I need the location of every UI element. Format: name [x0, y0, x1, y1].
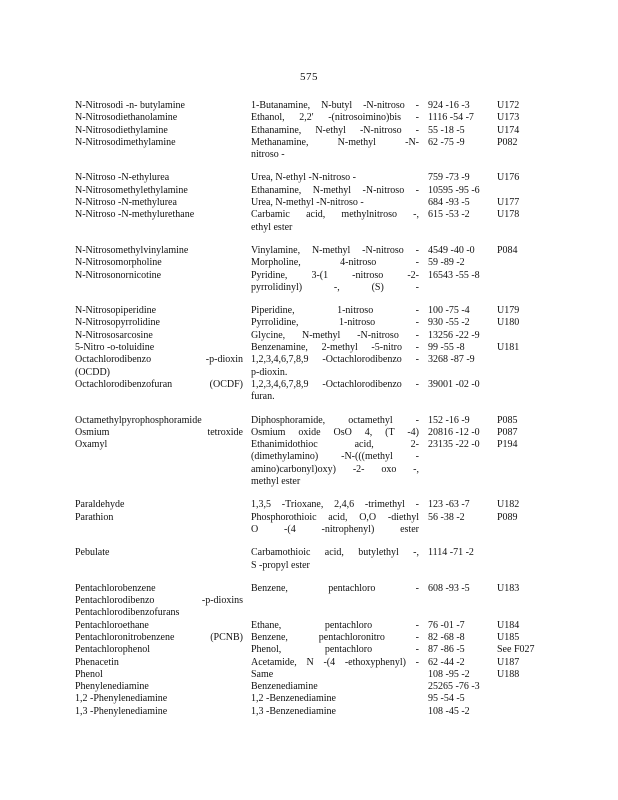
- chemical-name: Octachlorodibenzo -p-dioxin: [75, 354, 243, 366]
- waste-code: P089: [497, 511, 518, 523]
- synonym-line: 1,2,3,4,6,7,8,9 -Octachlorodibenzo -: [251, 354, 419, 366]
- chemical-name: Phenol: [75, 668, 103, 680]
- chemical-synonym: [251, 354, 419, 379]
- synonym-line: Ethane, pentachloro -: [251, 619, 419, 631]
- synonym-line: Acetamide, N -(4 -ethoxyphenyl) -: [251, 656, 419, 668]
- waste-code: U187: [497, 656, 520, 668]
- synonym-line: Benzenediamine: [251, 681, 318, 693]
- chemical-synonym: [251, 330, 419, 342]
- synonym-line: 1,3 -Benzenediamine: [251, 705, 336, 717]
- table-row: [75, 185, 545, 197]
- synonym-line: O -(4 -nitrophenyl) ester: [251, 523, 419, 535]
- waste-code: P085: [497, 414, 518, 426]
- cas-number: 3268 -87 -9: [428, 354, 475, 366]
- waste-code: P082: [497, 136, 518, 148]
- synonym-line: p-dioxin.: [251, 366, 288, 378]
- cas-number: 108 -45 -2: [428, 705, 470, 717]
- table-row: [75, 330, 545, 342]
- synonym-line: Pyrrolidine, 1-nitroso -: [251, 317, 419, 329]
- synonym-line: S -propyl ester: [251, 559, 310, 571]
- chemical-synonym: [251, 669, 419, 681]
- cas-number: 123 -63 -7: [428, 499, 470, 511]
- chemical-name-abbrev: (OCDD): [75, 366, 110, 378]
- chemical-name: Osmium tetroxide: [75, 426, 243, 438]
- chemical-name: N-Nitroso -N-methylurea: [75, 197, 177, 209]
- cas-number: 25265 -76 -3: [428, 681, 480, 693]
- synonym-line: Methanamine, N-methyl -N-: [251, 136, 419, 148]
- chemical-synonym: [251, 657, 419, 669]
- synonym-line: ethyl ester: [251, 221, 293, 233]
- cas-number: 13256 -22 -9: [428, 329, 480, 341]
- chemical-name: Paraldehyde: [75, 499, 125, 511]
- chemical-name: Pentachlorodibenzofurans: [75, 607, 180, 619]
- table-row: [75, 595, 545, 607]
- chemical-name: N-Nitrosodiethanolamine: [75, 112, 178, 124]
- chemical-synonym: [251, 270, 419, 295]
- chemical-synonym: [251, 693, 419, 705]
- chemical-synonym: [251, 317, 419, 329]
- cas-number: 924 -16 -3: [428, 100, 470, 111]
- table-row: [75, 657, 545, 669]
- table-row: [75, 197, 545, 209]
- synonym-line: 1,2,3,4,6,7,8,9 -Octachlorodibenzo -: [251, 378, 419, 390]
- chemical-synonym: [251, 185, 419, 197]
- cas-number: 10595 -95 -6: [428, 184, 480, 196]
- synonym-line: Benzene, pentachloronitro -: [251, 631, 419, 643]
- synonym-line: Morpholine, 4-nitroso -: [251, 257, 419, 269]
- cas-number: 608 -93 -5: [428, 582, 470, 594]
- waste-code: U173: [497, 112, 520, 124]
- synonym-line: Urea, N-methyl -N-nitroso -: [251, 197, 364, 209]
- table-row: [75, 100, 545, 112]
- synonym-line: Carbamothioic acid, butylethyl -,: [251, 547, 419, 559]
- chemical-name: Pebulate: [75, 547, 110, 559]
- table-row: [75, 245, 545, 257]
- waste-code: U178: [497, 209, 520, 221]
- chemical-name: 1,2 -Phenylenediamine: [75, 693, 168, 705]
- synonym-line: 1-Butanamine, N-butyl -N-nitroso -: [251, 100, 419, 111]
- table-row: [75, 342, 545, 354]
- cas-number: 16543 -55 -8: [428, 269, 480, 281]
- chemical-name: N-Nitrososarcosine: [75, 329, 153, 341]
- table-row: [75, 644, 545, 656]
- chemical-name: Pentachlorophenol: [75, 644, 150, 656]
- table-row: [75, 317, 545, 329]
- chemical-synonym: [251, 172, 419, 184]
- synonym-line: 1,3,5 -Trioxane, 2,4,6 -trimethyl -: [251, 499, 419, 511]
- synonym-line: Ethanamine, N-methyl -N-nitroso -: [251, 184, 419, 196]
- chemical-name: Pentachloroethane: [75, 619, 149, 631]
- synonym-line: Phosphorothioic acid, O,O -diethyl: [251, 511, 419, 523]
- chemical-name: Octachlorodibenzofuran (OCDF): [75, 378, 243, 390]
- chemical-name: Phenacetin: [75, 656, 119, 668]
- synonym-line: Benzenamine, 2-methyl -5-nitro -: [251, 342, 419, 354]
- chemical-name: N-Nitroso -N-methylurethane: [75, 209, 195, 221]
- table-row: [75, 547, 545, 572]
- chemical-table: [75, 100, 545, 718]
- chemical-name: N-Nitrosopiperidine: [75, 305, 157, 317]
- chemical-synonym: [251, 342, 419, 354]
- chemical-synonym: [251, 137, 419, 162]
- synonym-line: Osmium oxide OsO 4, (T -4): [251, 426, 419, 438]
- table-row: [75, 427, 545, 439]
- synonym-line: pyrrolidinyl) -, (S) -: [251, 281, 419, 293]
- chemical-synonym: [251, 681, 419, 693]
- synonym-line: Vinylamine, N-methyl -N-nitroso -: [251, 244, 419, 256]
- synonym-line: nitroso -: [251, 149, 285, 161]
- chemical-synonym: [251, 257, 419, 269]
- chemical-synonym: [251, 706, 419, 718]
- chemical-name: N-Nitrosodi -n- butylamine: [75, 100, 185, 111]
- chemical-synonym: [251, 512, 419, 537]
- chemical-synonym: [251, 125, 419, 137]
- chemical-synonym: [251, 427, 419, 439]
- chemical-name: Octamethylpyrophosphoramide: [75, 414, 202, 426]
- waste-code: U188: [497, 668, 520, 680]
- chemical-synonym: [251, 209, 419, 234]
- chemical-name: 1,3 -Phenylenediamine: [75, 705, 168, 717]
- chemical-synonym: [251, 197, 419, 209]
- cas-number: 62 -75 -9: [428, 136, 465, 148]
- cas-number: 39001 -02 -0: [428, 378, 480, 390]
- table-row: [75, 112, 545, 124]
- cas-number: 99 -55 -8: [428, 342, 465, 354]
- chemical-name: N-Nitroso -N-ethylurea: [75, 172, 170, 184]
- table-row: [75, 209, 545, 234]
- waste-code: U180: [497, 317, 520, 329]
- chemical-synonym: [251, 305, 419, 317]
- synonym-line: Phenol, pentachloro -: [251, 644, 419, 656]
- cas-number: 152 -16 -9: [428, 414, 470, 426]
- synonym-line: Ethanamine, N-ethyl -N-nitroso -: [251, 124, 419, 136]
- chemical-name: 5-Nitro -o-toluidine: [75, 342, 155, 354]
- chemical-synonym: [251, 547, 419, 572]
- cas-number: 1116 -54 -7: [428, 112, 474, 124]
- waste-code: U182: [497, 499, 520, 511]
- table-row: [75, 137, 545, 162]
- cas-number: 76 -01 -7: [428, 619, 465, 631]
- table-row: [75, 415, 545, 427]
- waste-code: U174: [497, 124, 520, 136]
- table-row: [75, 499, 545, 511]
- synonym-line: Carbamic acid, methylnitroso -,: [251, 209, 419, 221]
- synonym-line: methyl ester: [251, 476, 301, 488]
- chemical-synonym: [251, 100, 419, 112]
- chemical-name: N-Nitrosomethylethylamine: [75, 184, 188, 196]
- waste-code: U185: [497, 631, 520, 643]
- chemical-name: N-Nitrosopyrrolidine: [75, 317, 160, 329]
- chemical-name: N-Nitrosomorpholine: [75, 257, 162, 269]
- chemical-synonym: [251, 415, 419, 427]
- cas-number: 930 -55 -2: [428, 317, 470, 329]
- synonym-line: Piperidine, 1-nitroso -: [251, 305, 419, 317]
- cas-number: 23135 -22 -0: [428, 439, 480, 451]
- synonym-line: (dimethylamino) -N-(((methyl -: [251, 451, 419, 463]
- table-row: [75, 583, 545, 595]
- chemical-synonym: [251, 245, 419, 257]
- chemical-synonym: [251, 620, 419, 632]
- cas-number: 82 -68 -8: [428, 631, 465, 643]
- waste-code: U177: [497, 197, 520, 209]
- synonym-line: Glycine, N-methyl -N-nitroso -: [251, 329, 419, 341]
- synonym-line: Same: [251, 668, 274, 680]
- page-number: 575: [300, 71, 318, 83]
- table-row: [75, 172, 545, 184]
- chemical-synonym: [251, 583, 419, 595]
- cas-number: 684 -93 -5: [428, 197, 470, 209]
- cas-number: 615 -53 -2: [428, 209, 470, 221]
- cas-number: 100 -75 -4: [428, 305, 470, 317]
- chemical-name: Pentachloronitrobenzene (PCNB): [75, 631, 243, 643]
- chemical-synonym: [251, 112, 419, 124]
- table-row: [75, 607, 545, 619]
- table-row: [75, 270, 545, 295]
- synonym-line: furan.: [251, 391, 275, 403]
- cas-number: 56 -38 -2: [428, 511, 465, 523]
- chemical-name: Phenylenediamine: [75, 681, 149, 693]
- synonym-line: Ethanol, 2,2' -(nitrosoimino)bis -: [251, 112, 419, 124]
- cas-number: 108 -95 -2: [428, 668, 470, 680]
- waste-code: P194: [497, 439, 518, 451]
- waste-code: U176: [497, 172, 520, 184]
- synonym-line: 1,2 -Benzenediamine: [251, 693, 336, 705]
- table-row: [75, 632, 545, 644]
- waste-code: P084: [497, 244, 518, 256]
- chemical-synonym: [251, 499, 419, 511]
- cas-number: 55 -18 -5: [428, 124, 465, 136]
- chemical-name: Pentachlorobenzene: [75, 582, 156, 594]
- cas-number: 59 -89 -2: [428, 257, 465, 269]
- table-row: [75, 620, 545, 632]
- chemical-synonym: [251, 644, 419, 656]
- synonym-line: Benzene, pentachloro -: [251, 582, 419, 594]
- waste-code: U172: [497, 100, 520, 111]
- synonym-line: amino)carbonyl)oxy) -2- oxo -,: [251, 463, 419, 475]
- waste-code: U184: [497, 619, 520, 631]
- chemical-synonym: [251, 379, 419, 404]
- synonym-line: Pyridine, 3-(1 -nitroso -2-: [251, 269, 419, 281]
- cas-number: 87 -86 -5: [428, 644, 465, 656]
- waste-code: U179: [497, 305, 520, 317]
- table-row: [75, 693, 545, 705]
- table-row: [75, 681, 545, 693]
- cas-number: 20816 -12 -0: [428, 426, 480, 438]
- synonym-line: Ethanimidothioc acid, 2-: [251, 439, 419, 451]
- table-row: [75, 439, 545, 488]
- table-row: [75, 354, 545, 379]
- chemical-name: Pentachlorodibenzo -p-dioxins: [75, 595, 243, 607]
- chemical-synonym: [251, 439, 419, 488]
- cas-number: 95 -54 -5: [428, 693, 465, 705]
- chemical-name: Parathion: [75, 511, 114, 523]
- table-row: [75, 257, 545, 269]
- table-row: [75, 512, 545, 537]
- table-row: [75, 125, 545, 137]
- waste-code: U181: [497, 342, 520, 354]
- table-row: [75, 379, 545, 404]
- cas-number: 62 -44 -2: [428, 656, 465, 668]
- table-row: [75, 706, 545, 718]
- chemical-name: Oxamyl: [75, 439, 108, 451]
- cas-number: 759 -73 -9: [428, 172, 470, 184]
- waste-code: P087: [497, 426, 518, 438]
- synonym-line: Diphosphoramide, octamethyl -: [251, 414, 419, 426]
- synonym-line: Urea, N-ethyl -N-nitroso -: [251, 172, 356, 184]
- chemical-name: N-Nitrosodimethylamine: [75, 136, 176, 148]
- chemical-name: N-Nitrosonornicotine: [75, 269, 162, 281]
- chemical-name: N-Nitrosodiethylamine: [75, 124, 168, 136]
- waste-code: See F027: [497, 644, 535, 656]
- chemical-synonym: [251, 632, 419, 644]
- table-row: [75, 669, 545, 681]
- cas-number: 4549 -40 -0: [428, 244, 475, 256]
- cas-number: 1114 -71 -2: [428, 547, 474, 559]
- waste-code: U183: [497, 582, 520, 594]
- chemical-name: N-Nitrosomethylvinylamine: [75, 244, 189, 256]
- table-row: [75, 305, 545, 317]
